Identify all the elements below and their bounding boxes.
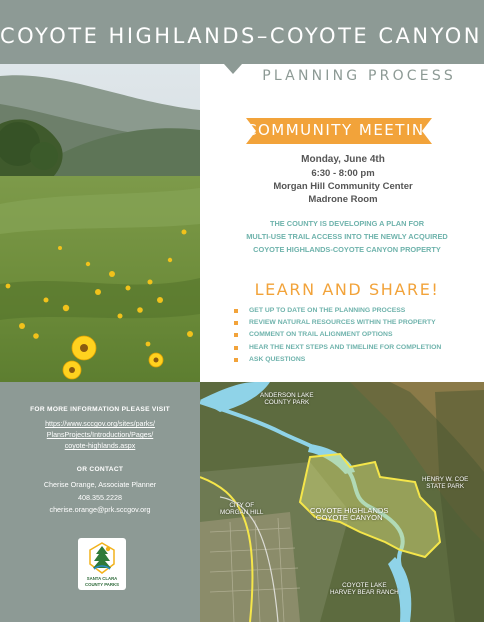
banner-label: COMMUNITY MEETING bbox=[246, 121, 438, 139]
map-label-anderson: ANDERSON LAKE COUNTY PARK bbox=[260, 392, 314, 406]
map-label-property: COYOTE HIGHLANDS COYOTE CANYON bbox=[310, 506, 389, 522]
contact-info-panel bbox=[0, 382, 200, 622]
description-line: MULTI-USE TRAIL ACCESS INTO THE NEWLY ACQUIRED bbox=[246, 232, 448, 241]
meeting-venue: Morgan Hill Community Center bbox=[273, 181, 413, 192]
landscape-photo bbox=[0, 64, 200, 382]
info-heading: FOR MORE INFORMATION PLEASE VISIT bbox=[30, 406, 170, 413]
or-contact-heading: OR CONTACT bbox=[76, 466, 124, 473]
bullet-icon bbox=[234, 309, 238, 313]
agenda-item bbox=[234, 354, 441, 366]
agenda-list bbox=[234, 305, 441, 366]
info-url-link[interactable]: coyote-highlands.aspx bbox=[64, 442, 136, 450]
agenda-item-label: COMMENT ON TRAIL ALIGNMENT OPTIONS bbox=[249, 331, 393, 339]
bullet-icon bbox=[234, 358, 238, 362]
info-url-link[interactable]: PlansProjects/Introduction/Pages/ bbox=[46, 431, 154, 439]
agenda-item bbox=[234, 329, 441, 341]
map-label-harvey: COYOTE LAKE HARVEY BEAR RANCH bbox=[330, 582, 399, 596]
map-label-city: CITY OF MORGAN HILL bbox=[220, 502, 264, 516]
bullet-icon bbox=[234, 333, 238, 337]
agenda-item-label: GET UP TO DATE ON THE PLANNING PROCESS bbox=[249, 307, 406, 314]
logo-text: SANTA CLARA bbox=[86, 576, 118, 581]
contact-phone: 408.355.2228 bbox=[78, 493, 122, 502]
agenda-item bbox=[234, 342, 441, 354]
agenda-item bbox=[234, 305, 441, 317]
header-band bbox=[0, 0, 484, 64]
agenda-item-label: ASK QUESTIONS bbox=[249, 355, 306, 363]
description-line: COYOTE HIGHLANDS-COYOTE CANYON PROPERTY bbox=[253, 245, 441, 254]
county-parks-logo bbox=[78, 538, 126, 590]
description-line: THE COUNTY IS DEVELOPING A PLAN FOR bbox=[269, 219, 425, 228]
map-label-coe: HENRY W. COE STATE PARK bbox=[422, 476, 469, 490]
bullet-icon bbox=[234, 321, 238, 325]
learn-and-share-heading: LEARN AND SHARE! bbox=[254, 280, 440, 299]
contact-name: Cherise Orange, Associate Planner bbox=[43, 480, 157, 489]
agenda-item-label: HEAR THE NEXT STEPS AND TIMELINE FOR COMPLETION bbox=[249, 343, 442, 351]
logo-text: COUNTY PARKS bbox=[85, 582, 119, 587]
bullet-icon bbox=[234, 346, 238, 350]
meeting-time: 6:30 - 8:00 pm bbox=[311, 168, 375, 179]
header-notch bbox=[224, 64, 242, 74]
page-subtitle: PLANNING PROCESS bbox=[262, 68, 456, 84]
meeting-room: Madrone Room bbox=[308, 194, 378, 205]
meeting-date: Monday, June 4th bbox=[301, 154, 385, 165]
community-meeting-banner bbox=[246, 118, 438, 144]
info-url-link[interactable]: https://www.sccgov.org/sites/parks/ bbox=[45, 420, 155, 428]
agenda-item-label: REVIEW NATURAL RESOURCES WITHIN THE PROPERTY bbox=[249, 319, 436, 327]
property-map bbox=[200, 382, 484, 622]
agenda-item bbox=[234, 317, 441, 329]
page-title: COYOTE HIGHLANDS–COYOTE CANYON bbox=[0, 24, 483, 48]
tree-icon bbox=[89, 542, 115, 574]
contact-email[interactable]: cherise.orange@prk.sccgov.org bbox=[49, 505, 151, 514]
